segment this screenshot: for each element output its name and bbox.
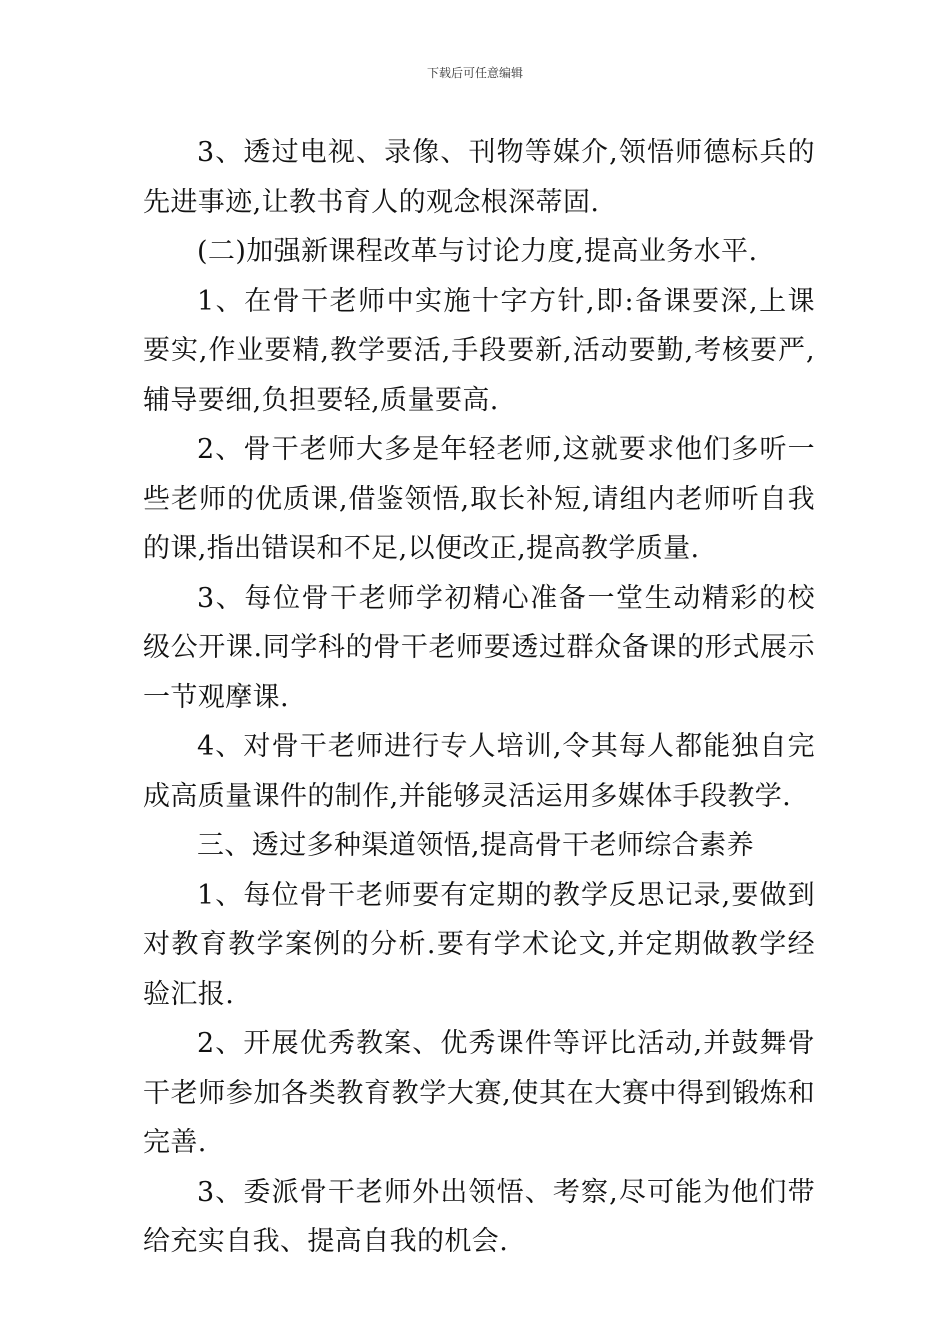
paragraph-1: 3、透过电视、录像、刊物等媒介,领悟师德标兵的先进事迹,让教书育人的观念根深蒂固. [143, 137, 815, 218]
document-body [143, 128, 815, 1267]
paragraph-9: 2、开展优秀教案、优秀课件等评比活动,并鼓舞骨干老师参加各类教育教学大赛,使其在大赛中得到锻炼和完善. [143, 1028, 815, 1158]
paragraph-5: 3、每位骨干老师学初精心准备一堂生动精彩的校级公开课.同学科的骨干老师要透过群众备课的形式展示一节观摩课. [143, 582, 815, 713]
paragraph-10: 3、委派骨干老师外出领悟、考察,尽可能为他们带给充实自我、提高自我的机会. [143, 1176, 815, 1257]
page-header: 下载后可任意编辑 [426, 66, 523, 80]
section-heading-2: (二)加强新课程改革与讨论力度,提高业务水平. [197, 236, 758, 267]
paragraph-8: 1、每位骨干老师要有定期的教学反思记录,要做到对教育教学案例的分析.要有学术论文,并定期做教学经验汇报. [143, 879, 815, 1010]
section-heading-3: 三、透过多种渠道领悟,提高骨干老师综合素养 [197, 830, 754, 861]
paragraph-4: 2、骨干老师大多是年轻老师,这就要求他们多听一些老师的优质课,借鉴领悟,取长补短,请组内老师听自我的课,指出错误和不足,以便改正,提高教学质量. [143, 434, 815, 564]
paragraph-3: 1、在骨干老师中实施十字方针,即:备课要深,上课要实,作业要精,教学要活,手段要新,活动要勤,考核要严,辅导要细,负担要轻,质量要高. [143, 285, 815, 416]
paragraph-6: 4、对骨干老师进行专人培训,令其每人都能独自完成高质量课件的制作,并能够灵活运用多媒体手段教学. [143, 731, 815, 812]
